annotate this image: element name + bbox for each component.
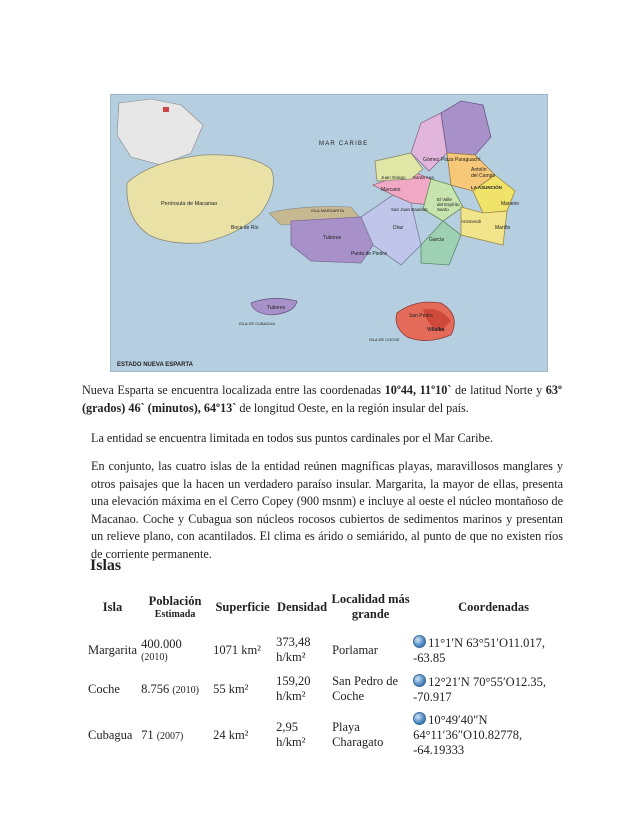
map-label-santa-ana: Santa Ana xyxy=(413,175,434,180)
p1-text-c: de latitud Norte y xyxy=(451,383,546,397)
map-label-el-valle-3: Santo xyxy=(437,207,449,212)
cell-isla: Margarita xyxy=(88,642,138,657)
cell-poblacion-value: 71 xyxy=(141,727,154,742)
map-label-isla-cubagua: ISLA DE CUBAGUA xyxy=(239,321,276,326)
header-estimada-label: Estimada xyxy=(154,609,196,620)
header-isla: Isla xyxy=(102,599,123,614)
nueva-esparta-map xyxy=(111,95,547,371)
cell-superficie: 1071 km² xyxy=(213,642,261,657)
map-label-diaz: Díaz xyxy=(393,225,404,231)
cell-poblacion xyxy=(139,630,211,670)
p1-latitude: 10º44, 11º10` xyxy=(384,383,452,397)
globe-icon[interactable] xyxy=(413,712,426,725)
cell-densidad: 159,20 h/km² xyxy=(276,674,311,703)
table-row xyxy=(86,708,576,762)
map-label-san-juan: San Juan Bautista xyxy=(391,207,428,212)
map-label-marino: Mariño xyxy=(495,225,511,231)
cell-superficie: 24 km² xyxy=(213,727,249,742)
cell-densidad: 2,95 h/km² xyxy=(276,720,306,749)
cell-poblacion-value: 400.000 xyxy=(141,637,182,651)
cell-superficie: 55 km² xyxy=(213,681,249,696)
map-label-tubores: Tubores xyxy=(323,235,342,241)
cell-coordenadas xyxy=(411,630,576,670)
cell-isla: Coche xyxy=(88,681,120,696)
map-label-tubores-2: Tubores xyxy=(267,305,286,311)
header-localidad: Localidad más grande xyxy=(331,592,410,621)
globe-icon[interactable] xyxy=(413,635,426,648)
paragraph-location xyxy=(82,382,562,417)
cell-densidad: 373,48 h/km² xyxy=(276,635,311,664)
map-label-asuncion: LA ASUNCIÓN xyxy=(471,185,502,190)
header-densidad: Densidad xyxy=(277,599,328,614)
map-label-antolin-2: del Campo xyxy=(471,173,496,179)
cell-isla: Cubagua xyxy=(88,727,133,742)
table-row xyxy=(86,630,576,670)
globe-icon[interactable] xyxy=(413,674,426,687)
cell-poblacion-value: 8.756 xyxy=(141,681,170,696)
cell-poblacion-year: (2010) xyxy=(172,684,199,696)
header-poblacion-label: Población xyxy=(148,594,202,608)
paragraph-limits: La entidad se encuentra limitada en todos sus puntos cardinales por el Mar Caribe. xyxy=(91,431,494,445)
map-label-marcano: Marcano xyxy=(381,187,401,193)
section-heading-islas: Islas xyxy=(90,557,122,574)
p1-text-e: de longitud Oeste, en la región insular del país. xyxy=(236,400,469,415)
map-label-san-pedro: San Pedro xyxy=(409,313,433,319)
header-superficie: Superficie xyxy=(215,599,270,614)
map-label-punta-piedra: Punta de Piedra xyxy=(351,251,387,257)
map-label-villalba: Villalba xyxy=(427,327,445,333)
map-label-el-valle-1: El Valle xyxy=(437,197,452,202)
map-label-isla-margarita: ISLA MARGARITA xyxy=(311,208,345,213)
cell-localidad: Porlamar xyxy=(332,642,378,657)
coordinates-link[interactable]: 12°21′N 70°55′O12.35, -70.917 xyxy=(413,674,546,704)
sea-label: MAR CARIBE xyxy=(319,141,369,147)
map-image xyxy=(110,94,548,372)
map-label-plaza: Plaza Paraguachí xyxy=(441,157,481,163)
map-title: ESTADO NUEVA ESPARTA xyxy=(117,362,194,368)
map-label-maneiro: Maneiro xyxy=(501,201,520,207)
coordinates-link[interactable]: 10°49′40″N 64°11′36″O10.82778, -64.19333 xyxy=(413,713,523,757)
map-label-el-valle-2: del Espíritu xyxy=(437,202,460,207)
cell-localidad: Playa Charagato xyxy=(332,720,384,749)
cell-coordenadas xyxy=(411,708,576,762)
cell-coordenadas xyxy=(411,670,576,708)
cell-poblacion xyxy=(139,708,211,762)
cell-localidad: San Pedro de Coche xyxy=(332,674,399,703)
cell-poblacion xyxy=(139,670,211,708)
cell-poblacion-year: (2007) xyxy=(156,730,184,742)
map-label-gomez: Gómez xyxy=(423,157,440,163)
map-label-isla-coche: ISLA DE COCHE xyxy=(369,337,400,342)
p1-longitude: 63º (grados) 46` (minutos), 64º13` xyxy=(82,383,562,415)
map-label-antolin-1: Antolín xyxy=(471,167,487,173)
map-label-arismendi: Arismendi xyxy=(461,219,482,224)
map-label-garcia: García xyxy=(429,237,445,243)
p1-text-a: Nueva Esparta se encuentra localizada entre las coordenadas xyxy=(82,383,385,397)
map-label-juan-griego: Juan Griego xyxy=(381,175,406,180)
header-poblacion xyxy=(139,584,211,630)
map-label-macanao: Península de Macanao xyxy=(161,201,218,207)
table-row xyxy=(86,670,576,708)
paragraph-description: En conjunto, las cuatro islas de la entidad reúnen magníficas playas, maravillosos manglares y otros paisajes que la hacen un verdadero paraíso insular. Margarita, la mayor de ellas, presenta una elevación máxima en el Cerro Copey (900 msnm) e incluye al oeste el núcleo montañoso de Macanao. Coche y Cubagua son núcleos rocosos cubiertos de sedimentos marinos y presentan un relieve plano, con acantilados. El clima es árido o semiárido, al punto de que no existen ríos de corriente permanente. xyxy=(91,459,563,561)
islands-table xyxy=(86,584,576,762)
map-label-boca-de-rio: Boca de Río xyxy=(231,225,259,231)
header-coordenadas: Coordenadas xyxy=(458,599,529,614)
coordinates-link[interactable]: 11°1′N 63°51′O11.017, -63.85 xyxy=(413,635,546,665)
table-header-row xyxy=(86,584,576,630)
cell-poblacion-year: (2010) xyxy=(141,652,168,663)
